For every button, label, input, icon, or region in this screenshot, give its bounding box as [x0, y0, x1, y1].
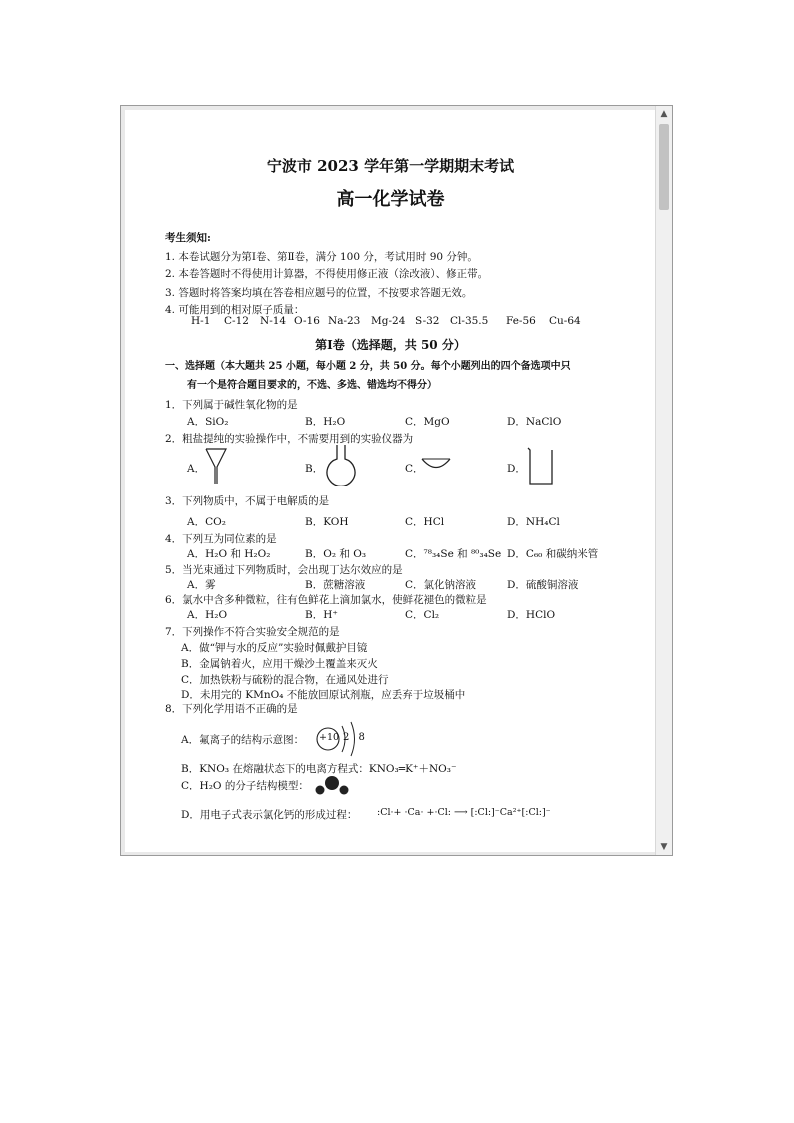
exam-subject-title: 高一化学试卷: [336, 189, 445, 210]
option-c: C．H₂O 的分子结构模型：: [181, 780, 309, 792]
option-d: D．: [507, 463, 526, 475]
option-c: C．氯化钠溶液: [405, 579, 477, 591]
scroll-down-icon[interactable]: ▼: [660, 842, 668, 852]
question-stem: 1．下列属于碱性氧化物的是: [165, 399, 298, 411]
option-b: B．KOH: [305, 516, 349, 528]
option-b: B．O₂ 和 O₃: [305, 548, 367, 560]
atomic-mass: H-1: [191, 315, 211, 327]
question-stem: 5．当光束通过下列物质时，会出现丁达尔效应的是: [165, 564, 403, 576]
option-a: A．H₂O 和 H₂O₂: [187, 548, 271, 560]
option-d: D．未用完的 KMnO₄ 不能放回原试剂瓶，应丢弃于垃圾桶中: [181, 689, 466, 701]
electron-dot-formula: :Cl·+ ·Ca· +·Cl: ⟶ [:Cl:]⁻Ca²⁺[:Cl:]⁻: [377, 807, 551, 818]
option-c: C．HCl: [405, 516, 445, 528]
atomic-mass: Fe-56: [506, 315, 536, 327]
part-instruction: 一、选择题（本大题共 25 小题，每小题 2 分，共 50 分。每个小题列出的四个备选项中只: [165, 361, 571, 372]
option-d: D．C₆₀ 和碳纳米管: [507, 548, 599, 560]
nucleus-charge: +10: [319, 732, 340, 743]
option-c: C．MgO: [405, 416, 450, 428]
option-d: D．用电子式表示氯化钙的形成过程：: [181, 809, 358, 821]
document-viewer: [120, 105, 673, 856]
beaker-icon: [525, 446, 555, 486]
atomic-mass: S-32: [415, 315, 440, 327]
option-a: A．CO₂: [187, 516, 226, 528]
notice-item: 4. 可能用到的相对原子质量：: [165, 304, 305, 316]
option-c: C．加热铁粉与硫粉的混合物，在通风处进行: [181, 674, 389, 686]
option-a: A．H₂O: [187, 609, 228, 621]
option-b: B．: [305, 463, 324, 475]
question-stem: 8．下列化学用语不正确的是: [165, 703, 298, 715]
option-a: A．雾: [187, 579, 216, 591]
round-bottom-flask-icon: [323, 444, 359, 486]
atomic-mass: Na-23: [328, 315, 361, 327]
atomic-mass: Cl-35.5: [450, 315, 489, 327]
option-a: A．做“钾与水的反应”实验时佩戴护目镜: [181, 642, 368, 654]
notice-item: 2. 本卷答题时不得使用计算器，不得使用修正液（涂改液）、修正带。: [165, 268, 489, 280]
part-instruction: 有一个是符合题目要求的，不选、多选、错选均不得分）: [187, 380, 437, 391]
atomic-mass: Mg-24: [371, 315, 406, 327]
option-a: A．SiO₂: [187, 416, 229, 428]
question-stem: 2．粗盐提纯的实验操作中，不需要用到的实验仪器为: [165, 433, 414, 445]
option-b: B．H₂O: [305, 416, 346, 428]
option-c: C．: [405, 463, 424, 475]
option-c: C．⁷⁸₃₄Se 和 ⁸⁰₃₄Se: [405, 548, 502, 560]
option-c: C．Cl₂: [405, 609, 440, 621]
option-b: B．金属钠着火，应用干燥沙土覆盖来灭火: [181, 658, 378, 670]
option-d: D．HClO: [507, 609, 556, 621]
option-a: A．氟离子的结构示意图：: [181, 734, 305, 746]
exam-page: [125, 110, 657, 852]
electron-shells: 2 8: [343, 732, 368, 743]
scroll-up-icon[interactable]: ▲: [660, 109, 668, 119]
water-molecule-model-icon: [315, 770, 349, 796]
atomic-mass: O-16: [294, 315, 320, 327]
option-b: B．KNO₃ 在熔融状态下的电离方程式：KNO₃═K⁺＋NO₃⁻: [181, 763, 457, 775]
funnel-icon: [205, 447, 227, 485]
atomic-mass: Cu-64: [549, 315, 581, 327]
atomic-mass: C-12: [224, 315, 249, 327]
question-stem: 6．氯水中含多种微粒，往有色鲜花上滴加氯水，使鲜花褪色的微粒是: [165, 594, 487, 606]
evaporating-dish-icon: [421, 456, 451, 472]
question-stem: 4．下列互为同位素的是: [165, 533, 277, 545]
option-b: B．蔗糖溶液: [305, 579, 366, 591]
vertical-scrollbar[interactable]: [655, 106, 672, 855]
option-d: D．NaClO: [507, 416, 562, 428]
exam-title: 宁波市 2023 学年第一学期期末考试: [266, 157, 515, 175]
question-stem: 7．下列操作不符合实验安全规范的是: [165, 626, 340, 638]
notice-heading: 考生须知:: [165, 232, 211, 244]
notice-item: 3. 答题时将答案均填在答卷相应题号的位置，不按要求答题无效。: [165, 287, 473, 299]
notice-item: 1. 本卷试题分为第Ⅰ卷、第Ⅱ卷，满分 100 分，考试用时 90 分钟。: [165, 251, 478, 263]
scrollbar-thumb[interactable]: [659, 124, 669, 210]
option-b: B．H⁺: [305, 609, 338, 621]
option-a: A．: [187, 463, 206, 475]
question-stem: 3．下列物质中，不属于电解质的是: [165, 495, 330, 507]
option-d: D．硫酸铜溶液: [507, 579, 579, 591]
atomic-mass: N-14: [260, 315, 287, 327]
section-heading: 第Ⅰ卷（选择题，共 50 分）: [315, 338, 466, 352]
option-d: D．NH₄Cl: [507, 516, 560, 528]
